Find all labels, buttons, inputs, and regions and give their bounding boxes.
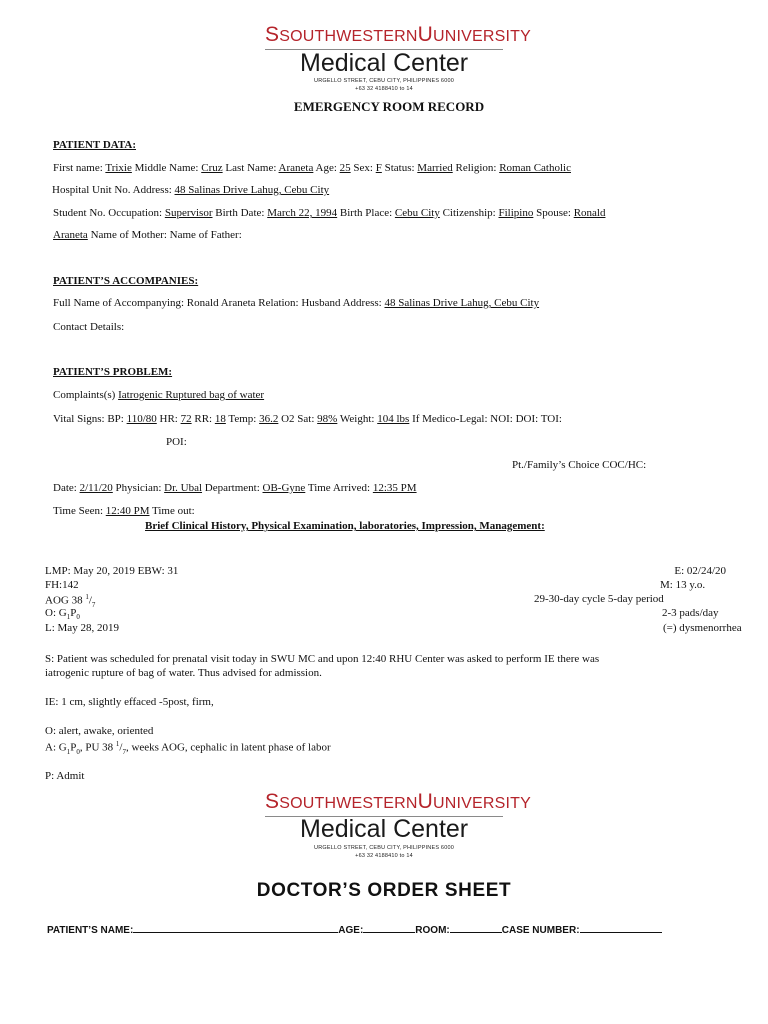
occupation-line: Student No. Occupation: Supervisor Birth Date: March 22, 1994 Birth Place: Cebu City Citizenship: Filipino Spouse: Ronald (53, 207, 606, 219)
cycle-line: 29-30-day cycle 5-day period (534, 593, 664, 605)
patient-name-line: First name: Trixie Middle Name: Cruz Last Name: Araneta Age: 25 Sex: F Status: Married Religion: Roman Catholic (53, 162, 571, 174)
aog-line: AOG 38 $^1/_7$ (45, 593, 96, 609)
logo-university: UNIVERSITY (433, 28, 532, 45)
poi-label: POI: (166, 436, 187, 448)
case-number-field[interactable] (580, 922, 662, 933)
parents-line: Araneta Name of Mother: Name of Father: (53, 229, 242, 241)
physician-value: Dr. Ubal (164, 482, 203, 494)
logo-medical-center-2: Medical Center (300, 815, 469, 843)
hospital-unit-line: Hospital Unit No. Address: 48 Salinas Drive Lahug, Cebu City (52, 184, 330, 196)
dysmenorrhea-line: (=) dysmenorrhea (663, 622, 742, 634)
status-value: Married (417, 162, 453, 174)
patient-name-field[interactable] (133, 922, 338, 933)
l-line: L: May 28, 2019 (45, 622, 119, 634)
m-line: M: 13 y.o. (660, 579, 706, 591)
birth-place-value: Cebu City (394, 207, 440, 219)
accompanying-line: Full Name of Accompanying: Ronald Araneta Relation: Husband Address: 48 Salinas Drive Lahug, Cebu City (53, 297, 540, 309)
logo-medical-center: Medical Center (300, 49, 469, 77)
vital-signs-line: Vital Signs: BP: 110/80 HR: 72 RR: 18 Temp: 36.2 O2 Sat: 98% Weight: 104 lbs If Medico-Legal: NOI: DOI: TOI: (53, 413, 562, 425)
logo-address: URGELLO STREET, CEBU CITY, PHILIPPINES 6000 (314, 78, 454, 84)
religion-value: Roman Catholic (499, 162, 571, 174)
logo-address-2: URGELLO STREET, CEBU CITY, PHILIPPINES 6000 (314, 845, 454, 851)
address-value: 48 Salinas Drive Lahug, Cebu City (174, 184, 330, 196)
age-value: 25 (339, 162, 351, 174)
date-physician-line: Date: 2/11/20 Physician: Dr. Ubal Department: OB-Gyne Time Arrived: 12:35 PM (53, 482, 417, 494)
problem-heading: PATIENT’S PROBLEM: (53, 366, 173, 378)
logo-phone: +63 32 4188410 to 14 (355, 86, 413, 92)
time-arrived-value: 12:35 PM (372, 482, 417, 494)
logo-university-name-2: SSOUTHWESTERNUUNIVERSITY (265, 790, 532, 813)
citizenship-value: Filipino (498, 207, 534, 219)
logo-phone-2: +63 32 4188410 to 14 (355, 853, 413, 859)
weight-value: 104 lbs (377, 413, 410, 425)
spouse-first-value: Ronald (573, 207, 606, 219)
objective-line: O: alert, awake, oriented (45, 725, 154, 737)
complaints-line: Complaints(s) Iatrogenic Ruptured bag of water (53, 389, 265, 401)
middle-name-value: Cruz (201, 162, 223, 174)
contact-details-label: Contact Details: (53, 321, 125, 333)
accompanies-heading: PATIENT’S ACCOMPANIES: (53, 275, 199, 287)
time-seen-value: 12:40 PM (105, 505, 150, 517)
record-title: EMERGENCY ROOM RECORD (293, 99, 485, 114)
plan-line: P: Admit (45, 770, 85, 782)
order-sheet-fields: PATIENT’S NAME: AGE: ROOM: CASE NUMBER: (47, 922, 662, 936)
logo-university-name: SSOUTHWESTERNUUNIVERSITY (265, 23, 532, 46)
bp-value: 110/80 (126, 413, 157, 425)
hr-value: 72 (180, 413, 192, 425)
complaints-value: Iatrogenic Ruptured bag of water (118, 389, 265, 401)
brief-clinical-heading: Brief Clinical History, Physical Examination, laboratories, Impression, Management: (145, 520, 545, 532)
rr-value: 18 (214, 413, 226, 425)
accompanying-address-value: 48 Salinas Drive Lahug, Cebu City (384, 297, 540, 309)
ie-line: IE: 1 cm, slightly effaced -5post, firm, (45, 696, 214, 708)
spouse-last-value: Araneta (53, 229, 88, 241)
order-sheet-title: DOCTOR’S ORDER SHEET (256, 880, 512, 901)
birth-date-value: March 22, 1994 (267, 207, 338, 219)
first-name-value: Trixie (105, 162, 132, 174)
department-value: OB-Gyne (262, 482, 306, 494)
age-field[interactable] (363, 922, 415, 933)
sex-value: F (375, 162, 382, 174)
o2-value: 98% (317, 413, 338, 425)
logo-south: SOUTHWESTERN (279, 28, 418, 45)
assessment-line: A: $G_1P_0$, PU 38 $^1/_7$, weeks AOG, cephalic in latent phase of labor (45, 740, 331, 756)
e-line: E: 02/24/20 (674, 565, 726, 577)
last-name-value: Araneta (278, 162, 314, 174)
pads-line: 2-3 pads/day (662, 607, 719, 619)
temp-value: 36.2 (259, 413, 279, 425)
subjective-line-1: S: Patient was scheduled for prenatal visit today in SWU MC and upon 12:40 RHU Center was asked to perform IE there was (45, 653, 600, 665)
lmp-line: LMP: May 20, 2019 EBW: 31 (45, 565, 179, 577)
date-value: 2/11/20 (79, 482, 113, 494)
occupation-value: Supervisor (164, 207, 213, 219)
obstetric-score-line: O: $G_1P_0$ (45, 607, 80, 622)
time-seen-line: Time Seen: 12:40 PM Time out: (53, 505, 195, 517)
fh-line: FH:142 (45, 579, 79, 591)
room-field[interactable] (450, 922, 502, 933)
patient-data-heading: PATIENT DATA: (53, 139, 137, 151)
family-choice-label: Pt./Family’s Choice COC/HC: (512, 459, 647, 471)
subjective-line-2: iatrogenic rupture of bag of water. Thus advised for admission. (45, 667, 322, 679)
